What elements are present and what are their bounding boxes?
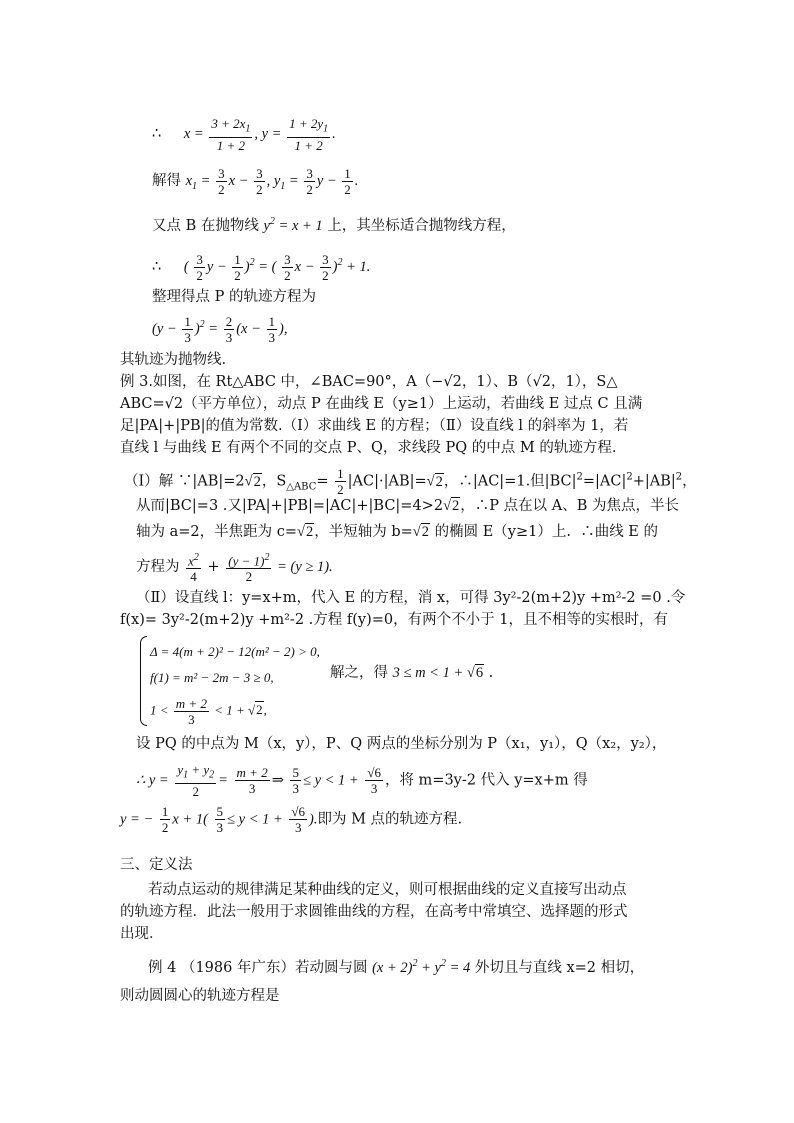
therefore-symbol: ∴	[152, 258, 162, 275]
equation: $x_1$ = $\frac{3}{2}$ x − $\frac{3}{2}$ , $y_1$ = $\frac{3}{2}$ y − $\frac{1}{2}$ .	[185, 166, 359, 197]
text-line-16: （Ⅱ）设直线 l：y=x+m，代入 E 的方程，消 x，可得 3y²-2(m+2)y +m²-2 =0 .令	[136, 590, 686, 606]
text-line-3	[152, 212, 516, 236]
eq-line-6	[152, 314, 287, 345]
system-line-2: f(1) = m² − 2m − 3 ≥ 0,	[150, 670, 274, 685]
system-line-3: 1 < $\frac{m + 2}{3}$ < 1 + √2,	[150, 696, 267, 727]
text: 又点 B 在抛物线	[152, 217, 259, 234]
text-line-10: 足|PA|+|PB|的值为常数.（Ⅰ）求曲线 E 的方程；（Ⅱ）设直线 l 的斜率为 1，若	[120, 418, 629, 434]
text-line-8: 例 3.如图，在 Rt△ABC 中，∠BAC=90°，A（−√2，1）、B（√2，1），S△	[120, 374, 618, 390]
text: 解得	[152, 172, 181, 189]
system-result: 解之，得 3 ≤ m < 1 + √6 .	[330, 665, 494, 681]
example-4-line-1	[148, 954, 644, 978]
paragraph-line-2: 的轨迹方程．此法一般用于求圆锥曲线的方程，在高考中常填空、选择题的形式	[120, 904, 628, 920]
text-line-20: y = − $\frac{1}{2}$ x + 1( $\frac{5}{3}$ ≤ y < 1 + $\frac{√6}{3}$ ).即为 M 点的轨迹方程.	[120, 804, 463, 835]
eq-line-1	[152, 116, 336, 153]
text: 上，其坐标适合抛物线方程，	[327, 217, 516, 234]
text-line-7: 其轨迹为抛物线.	[120, 352, 227, 368]
therefore-symbol: ∴	[152, 125, 162, 142]
equation: ( $\frac{3}{2}$ y − $\frac{1}{2}$ )$^2$ = ( $\frac{3}{2}$ x − $\frac{3}{2}$ )$^2$ + 1.	[183, 252, 371, 283]
paragraph-line-1: 若动点运动的规律满足某种曲线的定义，则可根据曲线的定义直接写出动点	[148, 882, 627, 898]
example-4-line-2: 则动圆圆心的轨迹方程是	[120, 988, 280, 1004]
text-line-14: 轴为 a=2，半焦距为 c=√2，半短轴为 b=√2 的椭圆 E（y≥1）上. ∴曲线 E 的	[136, 524, 658, 540]
text: 外切且与直线 x=2 相切，	[474, 959, 645, 976]
equation: $(x + 2)^2 + y^2 = 4$	[372, 958, 471, 976]
text-line-17: f(x)= 3y²-2(m+2)y +m²-2 .方程 f(y)=0，有两个不小于 1，且不相等的实根时，有	[120, 612, 668, 628]
section-heading-3: 三、定义法	[120, 857, 193, 873]
paragraph-line-3: 出现．	[120, 926, 164, 942]
text-line-13: 从而|BC|=3 .又|PA|+|PB|=|AC|+|BC|=4>2√2，∴P 点在以 A、B 为焦点，半长	[136, 498, 679, 514]
text-line-19: ∴ y = $\frac{y_1 + y_2}{2}$ = $\frac{m + 2}{3}$ ⇒ $\frac{5}{3}$ ≤ y < 1 + $\frac{√6}{3}$ ，将 m=3y-2 代入 y=x+m 得	[136, 762, 588, 799]
equation: (y − $\frac{1}{3}$ )$^2$ = $\frac{2}{3}$ (x − $\frac{1}{3}$ ),	[152, 314, 288, 345]
text-line-5: 整理得点 P 的轨迹方程为	[152, 289, 316, 305]
text-line-9: ABC=√2（平方单位），动点 P 在曲线 E（y≥1）上运动，若曲线 E 过点 C 且满	[120, 396, 643, 412]
text-line-18: 设 PQ 的中点为 M（x，y），P、Q 两点的坐标分别为 P（x₁，y₁），Q（x₂，y₂），	[136, 736, 667, 752]
text-line-15: 方程为 $\frac{x^2}{4}$ + $\frac{(y - 1)^2}{2}$ = (y ≥ 1).	[136, 552, 333, 585]
equation: $y^2 = x + 1$	[263, 216, 323, 234]
eq-line-2	[152, 166, 358, 197]
system-brace	[140, 636, 147, 726]
text-line-11: 直线 l 与曲线 E 有两个不同的交点 P、Q，求线段 PQ 的中点 M 的轨迹方程.	[120, 440, 617, 456]
text: 例 4 （1986 年广东）若动圆与圆	[148, 959, 368, 976]
text-line-12: （Ⅰ）解 ∵|AB|=2√2，$S_{\triangle ABC}=$ $\frac{1}{2}$ |AC|·|AB|=√2，∴|AC|=1.但$|BC|^2=|AC|^2+|AB|^2$，	[124, 466, 697, 497]
equation: x = $\frac{3 + 2x_1}{1 + 2}$ , y = $\frac{1 + 2y_1}{1 + 2}$ .	[183, 116, 336, 153]
eq-line-4	[152, 252, 370, 283]
system-line-1: Δ = 4(m + 2)² − 12(m² − 2) > 0,	[150, 644, 320, 659]
